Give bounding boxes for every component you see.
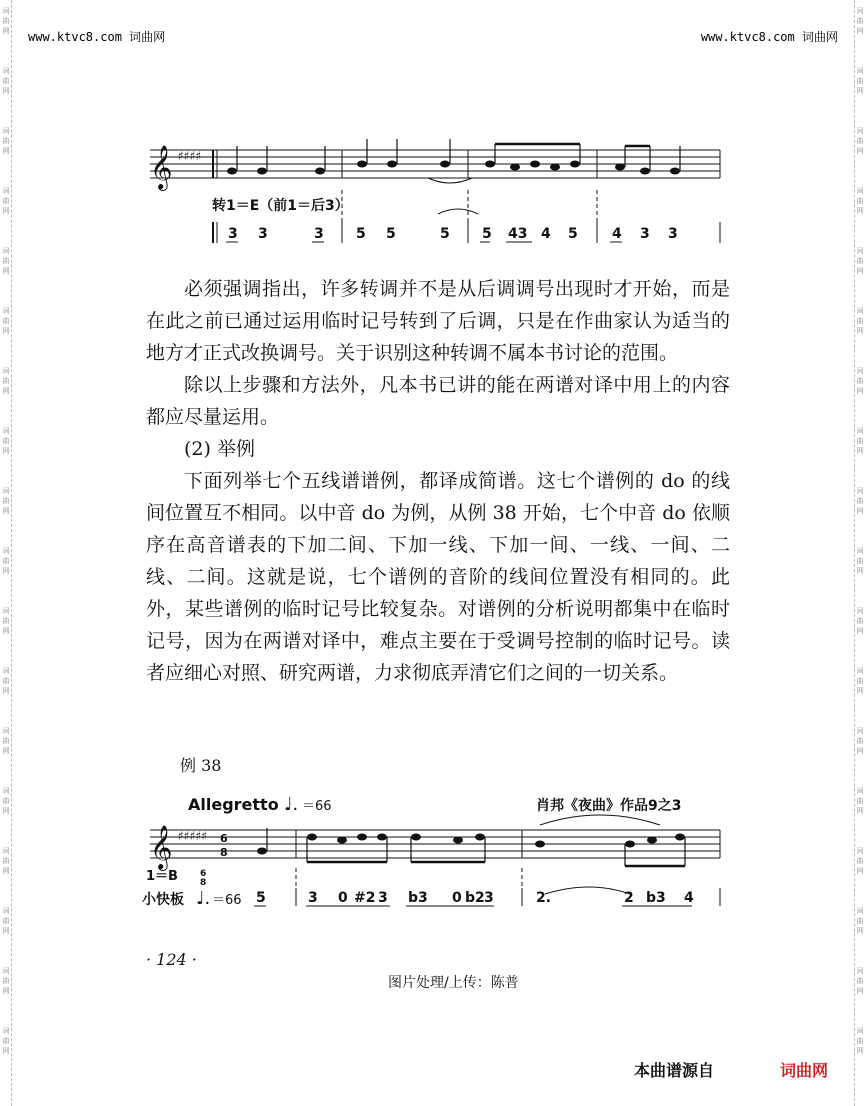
watermark-glyph: 词 xyxy=(2,847,10,855)
watermark-glyph: 词 xyxy=(2,487,10,495)
watermark-glyph-group xyxy=(855,960,865,1020)
watermark-glyph: 网 xyxy=(2,867,10,875)
watermark-glyph: 曲 xyxy=(856,317,864,325)
watermark-glyph: 曲 xyxy=(2,497,10,505)
watermark-glyph: 曲 xyxy=(856,17,864,25)
jianpu-note: 5 xyxy=(356,226,366,242)
meter-top: 6 xyxy=(220,832,228,845)
watermark-glyph: 曲 xyxy=(856,197,864,205)
watermark-glyph: 曲 xyxy=(2,317,10,325)
watermark-glyph: 网 xyxy=(856,327,864,335)
watermark-glyph: 词 xyxy=(2,967,10,975)
jianpu-note: 4 xyxy=(684,890,694,906)
jianpu-note: 43 xyxy=(508,226,528,242)
jianpu-note: 5 xyxy=(440,226,450,242)
watermark-glyph: 词 xyxy=(2,607,10,615)
jianpu-note: 3 xyxy=(228,226,238,242)
watermark-glyph: 词 xyxy=(2,727,10,735)
watermark-glyph: 词 xyxy=(856,307,864,315)
tempo-cn: 小快板 xyxy=(142,892,184,908)
watermark-glyph: 曲 xyxy=(2,737,10,745)
watermark-glyph: 词 xyxy=(2,187,10,195)
page-number: · 124 · xyxy=(146,950,197,969)
jianpu-note: 2. xyxy=(536,890,552,906)
key-meter-top: 6 xyxy=(200,869,207,879)
jianpu-note: b3 xyxy=(408,890,428,906)
watermark-glyph: 曲 xyxy=(856,857,864,865)
watermark-glyph: 网 xyxy=(856,567,864,575)
modulation-label: 转1＝E（前1＝后3） xyxy=(212,198,349,214)
jianpu-note: 5 xyxy=(568,226,578,242)
paragraph: 除以上步骤和方法外，凡本书已讲的能在两谱对译中用上的内容都应尽量运用。 xyxy=(146,374,730,428)
watermark-site-name: 词曲网 xyxy=(801,30,838,44)
watermark-glyph: 词 xyxy=(2,427,10,435)
watermark-glyph: 曲 xyxy=(2,977,10,985)
jianpu-note: b2 xyxy=(465,890,485,906)
watermark-glyph: 曲 xyxy=(2,137,10,145)
paragraph: 必须强调指出，许多转调并不是从后调调号出现时才开始，而是在此之前已通过运用临时记号转到了后调，只是在作曲家认为适当的地方才正式改换调号。关于识别这种转调不属本书讨论的范围。 xyxy=(146,278,730,364)
jianpu-note: b3 xyxy=(646,890,666,906)
jianpu-note: #2 xyxy=(354,890,376,906)
watermark-glyph: 网 xyxy=(2,507,10,515)
watermark-glyph: 网 xyxy=(856,147,864,155)
tempo-marking: Allegretto xyxy=(188,795,279,814)
watermark-glyph: 词 xyxy=(856,787,864,795)
treble-clef: 𝄞 xyxy=(150,145,173,189)
watermark-glyph: 曲 xyxy=(856,77,864,85)
watermark-glyph: 曲 xyxy=(856,797,864,805)
watermark-glyph: 网 xyxy=(2,327,10,335)
watermark-glyph: 曲 xyxy=(856,437,864,445)
jianpu-note: 4 xyxy=(541,226,551,242)
key-signature: ♯♯♯♯ xyxy=(178,149,202,163)
watermark-glyph: 网 xyxy=(2,807,10,815)
watermark-glyph: 网 xyxy=(856,507,864,515)
watermark-glyph: 网 xyxy=(856,927,864,935)
jianpu-line-2 xyxy=(256,890,694,906)
jianpu-note: 0 xyxy=(452,890,462,906)
jianpu-note: 3 xyxy=(314,226,324,242)
watermark-glyph: 曲 xyxy=(2,677,10,685)
watermark-glyph: 词 xyxy=(856,67,864,75)
watermark-glyph: 网 xyxy=(2,687,10,695)
watermark-glyph: 网 xyxy=(856,747,864,755)
example-label: 例 38 xyxy=(180,756,222,775)
watermark-glyph: 曲 xyxy=(856,917,864,925)
watermark-glyph: 网 xyxy=(856,687,864,695)
watermark-glyph: 词 xyxy=(856,427,864,435)
watermark-glyph: 曲 xyxy=(856,737,864,745)
watermark-glyph: 词 xyxy=(856,187,864,195)
jianpu-note: 0 xyxy=(338,890,348,906)
jianpu-note: 3 xyxy=(640,226,650,242)
watermark-glyph: 网 xyxy=(2,27,10,35)
watermark-glyph: 词 xyxy=(2,127,10,135)
watermark-glyph: 网 xyxy=(2,147,10,155)
watermark-glyph: 网 xyxy=(856,207,864,215)
meter-bottom: 8 xyxy=(220,846,228,859)
tempo-note-icon: ♩. xyxy=(284,794,299,815)
watermark-url: www.ktvc8.com xyxy=(28,30,122,44)
jianpu-note: 3 xyxy=(378,890,388,906)
watermark-glyph: 词 xyxy=(856,607,864,615)
jianpu-note: 3 xyxy=(668,226,678,242)
jianpu-note: 3 xyxy=(308,890,318,906)
watermark-glyph: 词 xyxy=(2,1027,10,1035)
watermark-glyph: 词 xyxy=(856,667,864,675)
credit-text: 图片处理/上传：陈普 xyxy=(388,975,519,991)
watermark-glyph: 网 xyxy=(856,447,864,455)
watermark-glyph: 曲 xyxy=(2,617,10,625)
watermark-glyph: 词 xyxy=(2,247,10,255)
jianpu-note: 3 xyxy=(258,226,268,242)
watermark-glyph: 网 xyxy=(2,387,10,395)
key-label: 1＝B xyxy=(146,869,178,884)
watermark-glyph: 曲 xyxy=(856,497,864,505)
watermark-glyph: 曲 xyxy=(2,437,10,445)
jianpu-note: 5 xyxy=(482,226,492,242)
jianpu-note: 5 xyxy=(386,226,396,242)
paragraph: 下面列举七个五线谱谱例，都译成简谱。这七个谱例的 do 的线间位置互不相同。以中音 do 为例，从例 38 开始，七个中音 do 依顺序在高音谱表的下加二间、下加一线、下加一间、一线、一间、二线、二间。这就是说，七个谱例的音阶的线间位置没有相同的。此外，某些谱例的临时记号比较复杂。对谱例的分析说明都集中在临时记号，因为在两谱对译中，难点主要在于受调号控制的临时记号。读者应细心对照、研究两谱，力求彻底弄清它们之间的一切关系。 xyxy=(146,470,730,684)
watermark-glyph: 曲 xyxy=(2,797,10,805)
watermark-glyph: 网 xyxy=(856,987,864,995)
watermark-glyph: 网 xyxy=(856,387,864,395)
watermark-site-name: 词曲网 xyxy=(129,30,166,44)
watermark-glyph: 网 xyxy=(856,867,864,875)
tempo-note-icon: ♩. xyxy=(196,888,211,909)
watermark-glyph: 词 xyxy=(856,907,864,915)
watermark-glyph: 曲 xyxy=(2,857,10,865)
watermark-glyph: 词 xyxy=(856,847,864,855)
key-meter-bottom: 8 xyxy=(200,878,207,888)
watermark-glyph: 网 xyxy=(2,267,10,275)
watermark-glyph: 词 xyxy=(2,7,10,15)
watermark-glyph: 曲 xyxy=(856,1037,864,1045)
watermark-glyph: 曲 xyxy=(856,677,864,685)
attribution: 肖邦《夜曲》作品9之3 xyxy=(536,798,682,814)
watermark-glyph: 词 xyxy=(856,7,864,15)
watermark-glyph: 曲 xyxy=(2,917,10,925)
watermark-glyph: 网 xyxy=(2,747,10,755)
jianpu-note: 5 xyxy=(256,890,266,906)
source-label: 本曲谱源自 xyxy=(634,1061,715,1080)
watermark-glyph: 网 xyxy=(2,987,10,995)
jianpu-note: 4 xyxy=(612,226,622,242)
watermark-glyph: 词 xyxy=(2,367,10,375)
watermark-glyph: 曲 xyxy=(2,197,10,205)
watermark-glyph: 曲 xyxy=(856,137,864,145)
watermark-glyph: 曲 xyxy=(2,377,10,385)
watermark-glyph: 网 xyxy=(856,1047,864,1055)
watermark-glyph: 词 xyxy=(856,547,864,555)
watermark-glyph: 网 xyxy=(2,447,10,455)
watermark-glyph-group xyxy=(1,1020,11,1080)
watermark-glyph: 词 xyxy=(856,487,864,495)
jianpu-note: 3 xyxy=(484,890,494,906)
key-signature: ♯♯♯♯♯ xyxy=(178,829,208,843)
watermark-glyph: 网 xyxy=(2,1047,10,1055)
watermark-glyph: 网 xyxy=(2,567,10,575)
watermark-glyph: 曲 xyxy=(2,17,10,25)
watermark-glyph: 曲 xyxy=(2,1037,10,1045)
tempo-value-cn: ＝66 xyxy=(212,893,242,908)
watermark-glyph: 曲 xyxy=(856,617,864,625)
watermark-glyph: 曲 xyxy=(856,377,864,385)
watermark-glyph: 曲 xyxy=(856,557,864,565)
watermark-glyph: 曲 xyxy=(856,977,864,985)
watermark-glyph: 网 xyxy=(2,627,10,635)
watermark-glyph: 网 xyxy=(856,87,864,95)
watermark-glyph: 词 xyxy=(2,67,10,75)
watermark-glyph: 词 xyxy=(2,547,10,555)
watermark-glyph: 网 xyxy=(856,807,864,815)
watermark-glyph: 词 xyxy=(856,967,864,975)
watermark-glyph: 曲 xyxy=(2,77,10,85)
treble-clef: 𝄞 xyxy=(150,825,173,869)
watermark-glyph-group xyxy=(855,1020,865,1080)
watermark-glyph: 词 xyxy=(856,1027,864,1035)
watermark-glyph: 曲 xyxy=(2,257,10,265)
watermark-glyph-group xyxy=(1,960,11,1020)
tempo-value: ＝66 xyxy=(302,799,332,814)
watermark-url: www.ktvc8.com xyxy=(700,30,795,44)
watermark-glyph: 词 xyxy=(2,667,10,675)
watermark-glyph: 网 xyxy=(856,267,864,275)
watermark-glyph: 词 xyxy=(856,247,864,255)
watermark-glyph: 曲 xyxy=(2,557,10,565)
watermark-glyph: 词 xyxy=(2,907,10,915)
watermark-glyph: 网 xyxy=(2,87,10,95)
watermark-glyph: 词 xyxy=(2,307,10,315)
jianpu-note: 2 xyxy=(624,890,634,906)
watermark-glyph: 词 xyxy=(856,727,864,735)
watermark-glyph: 词 xyxy=(856,367,864,375)
watermark-glyph: 词 xyxy=(2,787,10,795)
watermark-glyph: 词 xyxy=(856,127,864,135)
watermark-glyph: 网 xyxy=(856,27,864,35)
site-logo: 词曲网 xyxy=(780,1061,829,1080)
watermark-glyph: 曲 xyxy=(856,257,864,265)
watermark-glyph: 网 xyxy=(2,207,10,215)
watermark-glyph: 网 xyxy=(2,927,10,935)
section-heading: (2) 举例 xyxy=(184,438,255,460)
watermark-glyph: 网 xyxy=(856,627,864,635)
